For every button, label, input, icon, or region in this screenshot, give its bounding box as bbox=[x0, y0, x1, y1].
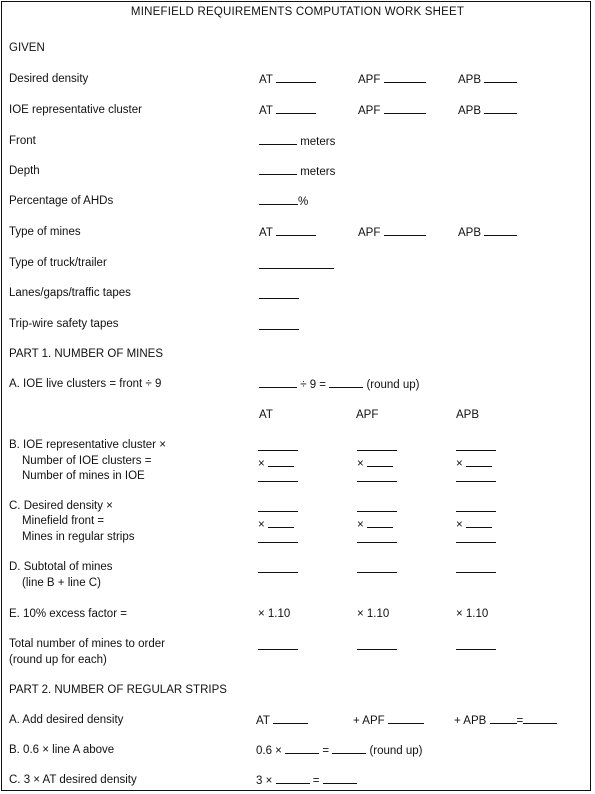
lanes-label: Lanes/gaps/traffic tapes bbox=[9, 287, 131, 299]
part2-line-a-apb: + APB = bbox=[454, 713, 557, 728]
part2-line-a-at-blank[interactable] bbox=[273, 713, 308, 724]
mine-types-apf: APF bbox=[358, 225, 426, 240]
tripwire-blank[interactable] bbox=[259, 329, 299, 330]
part1-line-b-at-top[interactable] bbox=[258, 450, 298, 451]
mine-types-at-blank[interactable] bbox=[276, 225, 316, 236]
ioe-cluster-at-blank[interactable] bbox=[276, 103, 316, 114]
part2-line-a-at: AT bbox=[256, 713, 308, 728]
part2-line-a-sum-blank[interactable] bbox=[523, 713, 557, 724]
part1-col-apb: APB bbox=[456, 409, 480, 421]
part1-line-c-at-blank[interactable] bbox=[268, 517, 294, 528]
part1-line-c-apf-mult: × bbox=[357, 517, 393, 532]
part1-line-d-apf[interactable] bbox=[357, 572, 397, 573]
part2-line-a-apf: + APF bbox=[353, 713, 424, 728]
part2-heading: PART 2. NUMBER OF REGULAR STRIPS bbox=[9, 684, 227, 696]
part1-line-b-apb-blank[interactable] bbox=[466, 456, 492, 467]
ioe-cluster-at: AT bbox=[259, 103, 316, 118]
ioe-cluster-apf-blank[interactable] bbox=[384, 103, 426, 114]
ioe-cluster-apb: APB bbox=[458, 103, 517, 118]
part1-line-c-at-result[interactable] bbox=[258, 542, 298, 543]
desired-density-at-blank[interactable] bbox=[276, 72, 316, 83]
part1-line-e-apb: × 1.10 bbox=[456, 608, 489, 620]
part2-line-b-result-blank[interactable] bbox=[332, 743, 366, 754]
part2-line-a-label: A. Add desired density bbox=[9, 714, 124, 726]
part1-line-b-l1: B. IOE representative cluster × bbox=[9, 439, 166, 451]
part1-line-b-apf-result[interactable] bbox=[357, 481, 397, 482]
front-value: meters bbox=[259, 134, 335, 149]
part2-line-a-apb-blank[interactable] bbox=[490, 713, 517, 724]
part1-line-b-apb-mult: × bbox=[456, 456, 492, 471]
part1-heading: PART 1. NUMBER OF MINES bbox=[9, 348, 163, 360]
mine-types-label: Type of mines bbox=[9, 226, 81, 238]
part1-line-a-result-blank[interactable] bbox=[329, 377, 363, 388]
part1-line-e-label: E. 10% excess factor = bbox=[9, 608, 127, 620]
part1-total-apb[interactable] bbox=[456, 649, 496, 650]
depth-label: Depth bbox=[9, 165, 40, 177]
part1-line-c-apb-result[interactable] bbox=[456, 542, 496, 543]
part1-total-apf[interactable] bbox=[357, 649, 397, 650]
lanes-blank[interactable] bbox=[259, 298, 299, 299]
part1-line-a-front-blank[interactable] bbox=[259, 377, 297, 388]
part2-line-a-apf-blank[interactable] bbox=[388, 713, 424, 724]
desired-density-apb-blank[interactable] bbox=[484, 72, 517, 83]
worksheet-border bbox=[1, 1, 591, 791]
ahds-blank[interactable] bbox=[259, 194, 298, 205]
desired-density-apf: APF bbox=[358, 72, 426, 87]
part1-line-d-l1: D. Subtotal of mines bbox=[9, 561, 113, 573]
worksheet-title: MINEFIELD REQUIREMENTS COMPUTATION WORK SHEET bbox=[130, 6, 465, 18]
truck-blank[interactable] bbox=[259, 268, 334, 269]
part2-line-c-label: C. 3 × AT desired density bbox=[9, 774, 137, 786]
depth-value: meters bbox=[259, 164, 335, 179]
truck-label: Type of truck/trailer bbox=[9, 257, 107, 269]
mine-types-apf-blank[interactable] bbox=[384, 225, 426, 236]
part1-col-apf: APF bbox=[356, 409, 379, 421]
part1-line-b-l3: Number of mines in IOE bbox=[22, 470, 145, 482]
part1-line-b-l2: Number of IOE clusters = bbox=[22, 455, 152, 467]
given-heading: GIVEN bbox=[9, 42, 45, 54]
part1-line-d-apb[interactable] bbox=[456, 572, 496, 573]
depth-blank[interactable] bbox=[259, 164, 297, 175]
part1-line-e-apf: × 1.10 bbox=[357, 608, 390, 620]
part1-line-b-apf-mult: × bbox=[357, 456, 393, 471]
ahds-label: Percentage of AHDs bbox=[9, 195, 114, 207]
part2-line-b-calc: 0.6 × = (round up) bbox=[256, 745, 423, 757]
desired-density-label: Desired density bbox=[9, 73, 89, 85]
part2-line-b-blank[interactable] bbox=[285, 743, 319, 754]
mine-types-apb-blank[interactable] bbox=[484, 225, 517, 236]
part1-total-at[interactable] bbox=[258, 649, 298, 650]
part1-line-c-at-top[interactable] bbox=[258, 511, 298, 512]
desired-density-at: AT bbox=[259, 72, 316, 87]
part1-line-b-apb-top[interactable] bbox=[456, 450, 496, 451]
part2-line-c-blank[interactable] bbox=[276, 773, 310, 784]
part1-total-l1: Total number of mines to order bbox=[9, 638, 165, 650]
part1-line-b-apb-result[interactable] bbox=[456, 481, 496, 482]
mine-types-at: AT bbox=[259, 225, 316, 240]
part1-line-c-apb-mult: × bbox=[456, 517, 492, 532]
part1-line-a-label: A. IOE live clusters = front ÷ 9 bbox=[9, 378, 162, 390]
part1-line-e-at: × 1.10 bbox=[258, 608, 291, 620]
part1-line-b-at-mult: × bbox=[258, 456, 294, 471]
mine-types-apb: APB bbox=[458, 225, 517, 240]
part1-line-b-at-blank[interactable] bbox=[268, 456, 294, 467]
ioe-cluster-label: IOE representative cluster bbox=[9, 104, 142, 116]
part2-line-b-label: B. 0.6 × line A above bbox=[9, 744, 115, 756]
part1-line-c-l1: C. Desired density × bbox=[9, 500, 113, 512]
part1-col-at: AT bbox=[259, 409, 273, 421]
desired-density-apb: APB bbox=[458, 72, 517, 87]
ioe-cluster-apf: APF bbox=[358, 103, 426, 118]
part1-total-l2: (round up for each) bbox=[9, 654, 107, 666]
part2-line-c-result-blank[interactable] bbox=[323, 773, 357, 784]
part1-line-a-calc: ÷ 9 = (round up) bbox=[259, 377, 420, 392]
part1-line-b-apf-top[interactable] bbox=[357, 450, 397, 451]
tripwire-label: Trip-wire safety tapes bbox=[9, 318, 119, 330]
part1-line-c-apf-result[interactable] bbox=[357, 542, 397, 543]
part1-line-c-apb-blank[interactable] bbox=[466, 517, 492, 528]
part1-line-c-apb-top[interactable] bbox=[456, 511, 496, 512]
part1-line-b-apf-blank[interactable] bbox=[367, 456, 393, 467]
part1-line-d-l2: (line B + line C) bbox=[22, 577, 101, 589]
part1-line-c-apf-blank[interactable] bbox=[367, 517, 393, 528]
desired-density-apf-blank[interactable] bbox=[384, 72, 426, 83]
front-label: Front bbox=[9, 135, 36, 147]
part1-line-b-at-result[interactable] bbox=[258, 481, 298, 482]
part1-line-c-l2: Minefield front = bbox=[22, 515, 105, 527]
part2-line-c-calc: 3 × = bbox=[256, 773, 357, 788]
part1-line-c-l3: Mines in regular strips bbox=[22, 531, 135, 543]
ahds-value: % bbox=[259, 194, 308, 209]
part1-line-d-at[interactable] bbox=[258, 572, 298, 573]
front-blank[interactable] bbox=[259, 134, 297, 145]
part1-line-c-apf-top[interactable] bbox=[357, 511, 397, 512]
part1-line-c-at-mult: × bbox=[258, 517, 294, 532]
ioe-cluster-apb-blank[interactable] bbox=[484, 103, 517, 114]
